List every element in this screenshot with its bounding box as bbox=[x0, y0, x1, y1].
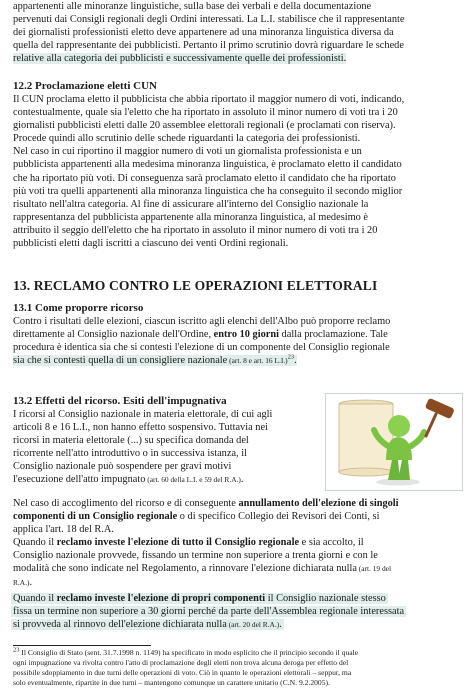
text-line: contestualmente, quale sia l'eletto che ha riportato in assoluto il minor numero di voti tra i 20 bbox=[13, 107, 398, 119]
text-run: . bbox=[279, 619, 282, 631]
text-line: attribuito il seggio dell'eletto che ha riportato in assoluto il minor numero di voti tra i 20 bbox=[13, 224, 378, 236]
text-line: Nel caso in cui riportino il maggior numero di voti un giornalista professionista e un bbox=[13, 146, 362, 158]
text-line: Consiglio nazionale provvede, fissando un termine non superiore a trenta giorni e con le bbox=[13, 550, 378, 562]
footnote-separator bbox=[13, 645, 151, 646]
text-line: risultato nell'altra categoria. Al fine di assicurare all'interno del Consiglio nazionale la bbox=[13, 198, 369, 210]
text-line bbox=[13, 536, 459, 549]
text-line: ricorrente nell'atto introduttivo o in successiva istanza, il bbox=[13, 448, 247, 460]
section-12-2 bbox=[13, 80, 459, 250]
section-heading: 13.2 Effetti del ricorso. Esiti dell'impugnativa bbox=[13, 395, 227, 407]
text-line bbox=[13, 354, 459, 367]
text-line bbox=[13, 562, 459, 575]
text-run: dalla proclamazione. Tale bbox=[278, 329, 388, 341]
text-run: Nel caso di accoglimento del ricorso e di conseguente bbox=[13, 498, 239, 509]
text-line bbox=[11, 605, 459, 618]
law-reference: (art. 19 del bbox=[356, 564, 392, 574]
highlighted-text bbox=[11, 593, 388, 604]
text-line: procedura è identica sia che si contesti l'elezione di un componente del Consiglio regionale bbox=[13, 342, 390, 354]
deadline-text: entro 10 giorni bbox=[213, 329, 279, 341]
text-line bbox=[13, 52, 459, 65]
chapter-heading: 13. RECLAMO CONTRO LE OPERAZIONI ELETTORALI bbox=[13, 278, 378, 293]
section-13-2-intro bbox=[13, 395, 305, 487]
text-line bbox=[13, 510, 459, 523]
text-run: direttamente al Consiglio nazionale dell'Ordine, bbox=[13, 329, 214, 341]
text-line: appartenenti alle minoranze linguistiche, sulla base dei verbali e della documentazione bbox=[13, 1, 372, 12]
text-run: Quando il bbox=[13, 593, 57, 604]
text-line bbox=[13, 473, 305, 486]
text-line bbox=[13, 576, 459, 589]
text-line bbox=[11, 592, 459, 605]
highlighted-text bbox=[13, 355, 297, 366]
highlighted-text bbox=[11, 619, 284, 630]
text-line bbox=[13, 328, 459, 341]
highlighted-paragraph bbox=[11, 592, 459, 631]
highlighted-text: relative alla categoria dei pubblicisti e successivamente quelle dei professionisti. bbox=[13, 53, 347, 65]
text-run: e sia accolto, il bbox=[299, 537, 364, 549]
section-heading: 13.1 Come proporre ricorso bbox=[13, 302, 144, 314]
text-run: l'esecuzione dell'atto impugnato bbox=[13, 474, 146, 486]
text-line: che ha riportato più voti. Di conseguenza sarà proclamato eletto il candidato che ha riportato bbox=[13, 172, 396, 184]
text-line: quella del rappresentante dei pubblicisti. Pertanto il primo scrutinio dovrà riguardare le schede bbox=[13, 40, 404, 52]
text-line: giornalisti pubblicisti eletti dalle 20 assemblee elettorali regionali (e proclamati con riserva). bbox=[13, 120, 396, 132]
text-line: Il CUN proclama eletto il pubblicista che abbia riportato il maggior numero di voti, indicando, bbox=[13, 94, 405, 105]
section-13-2-body bbox=[13, 497, 459, 589]
text-run: . bbox=[294, 355, 297, 367]
text-line: Contro i risultati delle elezioni, ciascun iscritto agli elenchi dell'Albo può proporre reclamo bbox=[13, 316, 391, 327]
section-heading: 12.2 Proclamazione eletti CUN bbox=[13, 80, 157, 92]
section-13-1 bbox=[13, 302, 459, 367]
text-run: . bbox=[29, 576, 33, 588]
text-run: il Consiglio nazionale stesso bbox=[265, 593, 386, 604]
illustration-frame bbox=[325, 393, 463, 491]
law-reference: (art. 60 della L.I. e 59 del R.A.) bbox=[145, 475, 241, 485]
text-line: ricorsi in materia elettorale (...) su specifica domanda del bbox=[13, 435, 249, 447]
bold-text: reclamo investe l'elezione di tutto il Consiglio regionale bbox=[56, 537, 300, 549]
text-run: . bbox=[240, 474, 244, 486]
text-line: I ricorsi al Consiglio nazionale in materia elettorale, di cui agli bbox=[13, 409, 273, 420]
text-line: Procede quindi allo scrutinio delle schede riguardanti la categoria dei professionisti. bbox=[13, 133, 361, 145]
law-reference: (art. 20 del R.A.) bbox=[226, 620, 280, 630]
bold-text: reclamo investe l'elezione di propri componenti bbox=[56, 593, 266, 604]
bold-text: componenti di un Consiglio regionale bbox=[13, 511, 178, 523]
footnote-line: possibile sdoppiamento in due turni delle operazioni di voto. Ciò in quanto le operazioni elettorali – seppur, ma bbox=[13, 668, 352, 677]
text-line: rappresentanza del pubblicista appartenente alla minoranza linguistica, al medesimo è bbox=[13, 211, 368, 223]
footnote-mark: 23 bbox=[13, 646, 20, 654]
text-line: pervenuti dai Consigli regionali degli Ordini interessati. La L.I. stabilisce che il rappresentante bbox=[13, 14, 405, 26]
footnote bbox=[13, 648, 459, 688]
figure-with-scroll-and-gavel-icon bbox=[326, 394, 462, 490]
text-run: sia che si contesti quella di un consigliere nazionale bbox=[13, 355, 228, 367]
text-line: dei giornalisti professionisti eletto deve appartenere ad una minoranza linguistica diversa da bbox=[13, 27, 394, 39]
text-line: più voti tra quelli appartenenti alla minoranza linguistica che ha conseguito il secondo miglior bbox=[13, 185, 403, 197]
text-run: o di specifico Collegio dei Revisori dei Conti, si bbox=[177, 511, 380, 523]
law-reference: (art. 8 e art. 16 L.I.) bbox=[227, 356, 288, 366]
text-line: pubblicista appartenenti alla medesima minoranza linguistica, è proclamato eletto il candidato bbox=[13, 159, 402, 171]
law-reference: R.A.) bbox=[13, 577, 30, 587]
text-line bbox=[13, 497, 459, 510]
text-line bbox=[11, 618, 459, 631]
footnote-line bbox=[13, 648, 459, 658]
text-line: pubblicisti eletti dagli iscritti a ciascuno dei venti Ordini regionali. bbox=[13, 238, 289, 250]
footnote-line: ogni impugnazione va rivolta contro l'atto di proclamazione degli eletti non trova alcuna deroga per effetto del bbox=[13, 658, 349, 667]
text-run: modalità che sono indicate nel Regolamento, a rinnovare l'elezione dichiarata nulla bbox=[13, 563, 357, 575]
text-line: Consiglio nazionale può sospendere per gravi motivi bbox=[13, 461, 232, 473]
text-run: Il Consiglio di Stato (sent. 31.7.1998 n. 1149) ha specificato in modo esplicito che il principio secondo il quale bbox=[19, 648, 359, 657]
text-run: si provveda al rinnovo dell'elezione dichiarata nulla bbox=[13, 619, 227, 631]
bold-text: annullamento dell'elezione di singoli bbox=[238, 498, 399, 509]
intro-paragraph bbox=[13, 0, 459, 65]
footnote-line: solo eventualmente, ripartite in due turni – mantengono comunque un carattere unitario (C.N. 9.2.2005). bbox=[13, 678, 330, 687]
highlighted-text: fissa un termine non superiore a 30 giorni perché da parte dell'Assemblea regionale interessata bbox=[13, 606, 405, 618]
text-line: articoli 8 e 16 L.I., non hanno effetto sospensivo. Tuttavia nei bbox=[13, 422, 268, 434]
text-run: Quando il bbox=[13, 537, 57, 549]
text-line: applica l'art. 18 del R.A. bbox=[13, 524, 114, 536]
footnote-ref: 23 bbox=[287, 353, 295, 361]
